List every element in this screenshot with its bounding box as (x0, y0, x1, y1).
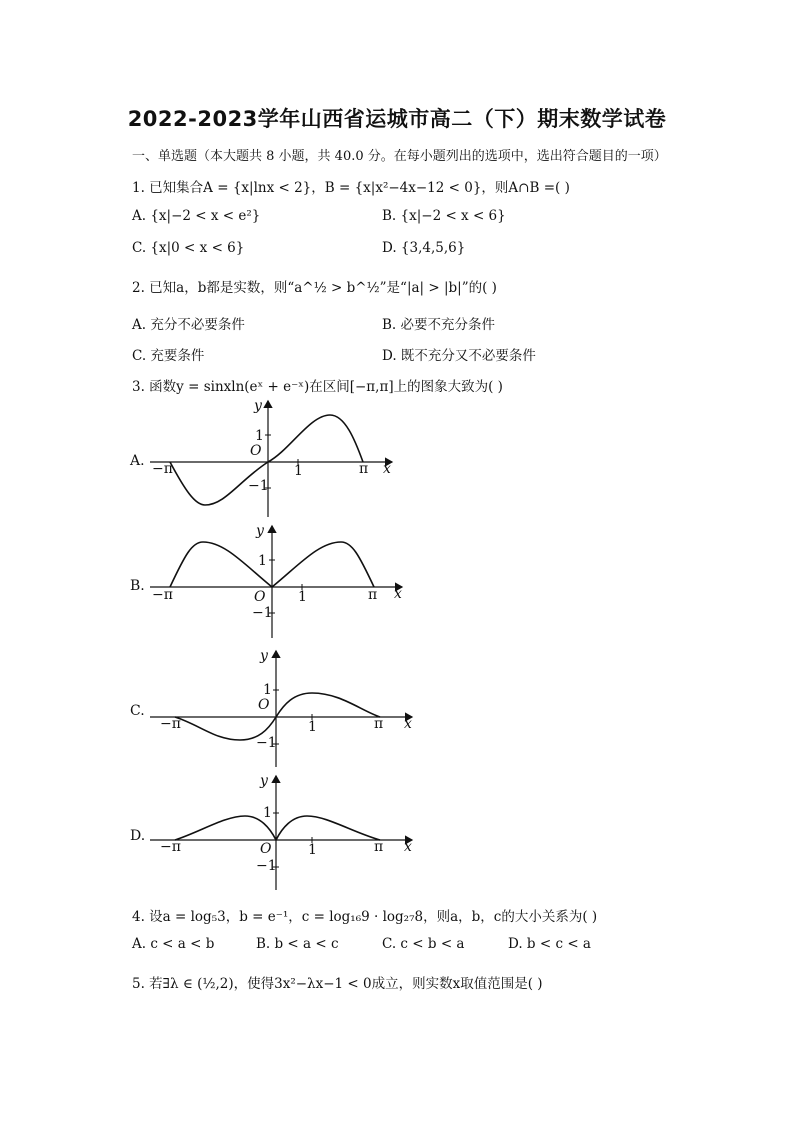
section-heading: 一、单选题（本大题共 8 小题，共 40.0 分。在每小题列出的选项中，选出符合题目的一项） (132, 149, 667, 164)
question-1-option-a: A. {x|−2 < x < e²} (132, 208, 261, 224)
graph-c-svg (130, 645, 430, 770)
question-2-option-a: A. 充分不必要条件 (132, 317, 245, 333)
graph-d-svg (130, 770, 430, 895)
option-label: A. (130, 453, 145, 469)
option-label: C. (130, 703, 145, 719)
question-2-stem: 2. 已知a，b都是实数，则“a^½ > b^½”是“|a| > |b|”的( ) (132, 280, 497, 296)
question-4-stem: 4. 设a = log₅3，b = e⁻¹，c = log₁₆9 · log₂₇8，则a，b，c的大小关系为( ) (132, 909, 598, 925)
question-2-option-b: B. 必要不充分条件 (382, 317, 496, 333)
question-1-option-d: D. {3,4,5,6} (382, 240, 466, 256)
page-title: 2022-2023学年山西省运城市高二（下）期末数学试卷 (127, 107, 667, 131)
question-1-option-c: C. {x|0 < x < 6} (132, 240, 245, 256)
question-5-stem: 5. 若∃λ ∈ (½,2)，使得3x²−λx−1 < 0成立，则实数x取值范围是( ) (132, 976, 543, 992)
question-1-option-b: B. {x|−2 < x < 6} (382, 208, 506, 224)
graph-option-a: A. y 1 O −1 1 −π π x (130, 395, 430, 520)
question-2-option-c: C. 充要条件 (132, 348, 205, 364)
graph-option-c: C. y 1 O −1 1 −π π x (130, 645, 430, 770)
graph-b-svg (130, 520, 430, 640)
graph-option-b: B. y 1 O −1 1 −π π x (130, 520, 430, 640)
question-2-option-d: D. 既不充分又不必要条件 (382, 348, 536, 364)
question-4-option-d: D. b < c < a (508, 936, 591, 952)
graph-a-svg (130, 395, 430, 520)
question-4-option-a: A. c < a < b (132, 936, 215, 952)
question-1-stem: 1. 已知集合A = {x|lnx < 2}，B = {x|x²−4x−12 < 0}，则A∩B =( ) (132, 180, 570, 196)
curve (175, 816, 380, 840)
question-3-stem: 3. 函数y = sinxln(eˣ + e⁻ˣ)在区间[−π,π]上的图象大致为( ) (132, 379, 503, 395)
option-label: D. (130, 828, 146, 844)
option-label: B. (130, 578, 145, 594)
question-4-option-c: C. c < b < a (382, 936, 465, 952)
question-4-option-b: B. b < a < c (256, 936, 339, 952)
graph-option-d: D. y 1 O −1 1 −π π x (130, 770, 430, 895)
